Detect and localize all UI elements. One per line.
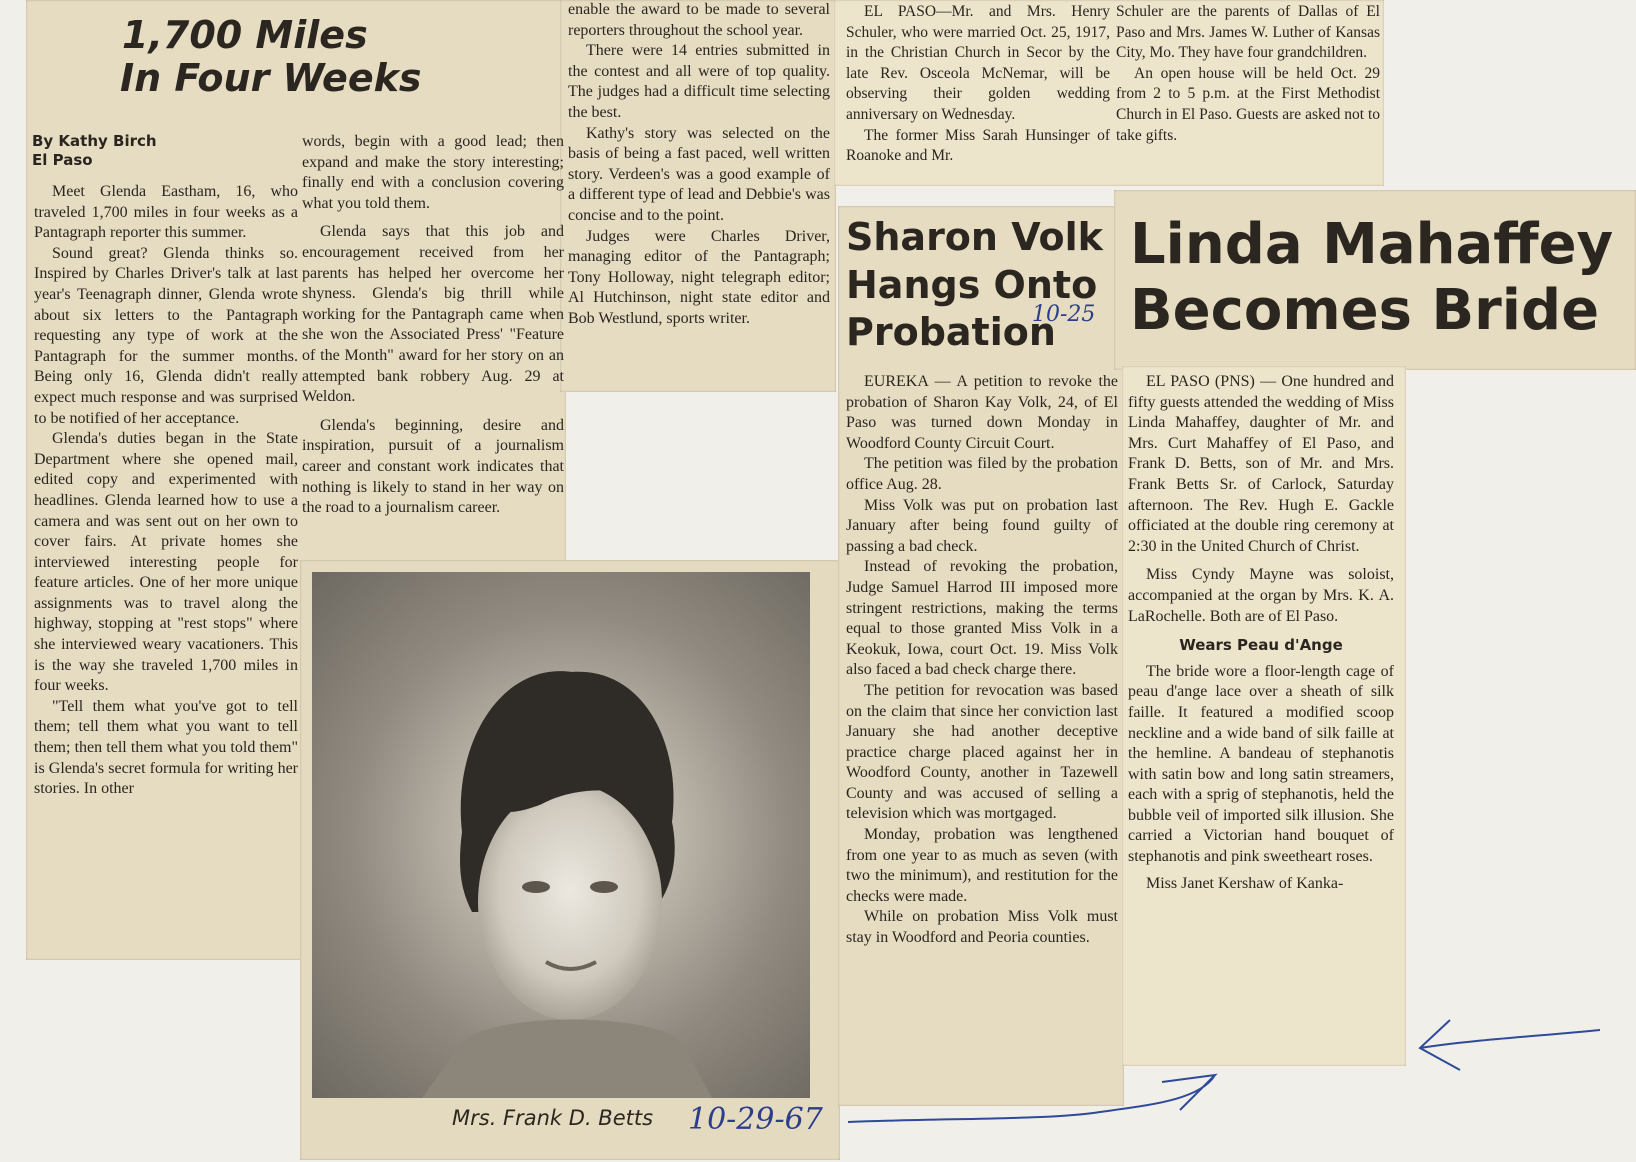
paragraph: Kathy's story was selected on the basis of being a fast paced, well written story. Verdeen's was a good example of a different type of lead and Debbie's was concise and to the point. (568, 124, 830, 224)
byline-name: By Kathy Birch (32, 132, 157, 150)
paragraph: Glenda says that this job and encouragement received from her parents has helped her overcome her shyness. Glenda's big thrill while working for the Pantagraph came when she won the Associated Press' "Feature of the Month" award for her story on an attempted bank robbery Aug. 29 at Weldon. (302, 223, 564, 406)
headline-line: Probation (846, 310, 1056, 354)
paragraph: Judges were Charles Driver, managing editor of the Pantagraph; Tony Holloway, night telegraph editor; Al Hutchinson, night state editor and Bob Westlund, sports writer. (568, 227, 830, 327)
paragraph: Meet Glenda Eastham, 16, who traveled 1,700 miles in four weeks as a Pantagraph reporter this summer. (34, 183, 298, 242)
byline-place: El Paso (32, 151, 93, 169)
paragraph: "Tell them what you've got to tell them; tell them what you want to tell them; then tell them what you told them" is Glenda's secret formula for writing her stories. In other (34, 697, 298, 798)
paragraph: Monday, probation was lengthened from one year to as much as seven (with two the minimum), and restitution for the checks were made. (846, 826, 1118, 905)
byline (32, 132, 157, 170)
article1-column-2 (302, 132, 564, 572)
photo-caption: Mrs. Frank D. Betts (452, 1106, 654, 1130)
volk-headline (846, 214, 1103, 357)
paragraph: Miss Janet Kershaw of Kanka- (1146, 874, 1344, 892)
anniversary-column-1 (846, 2, 1110, 182)
headline-line-1: 1,700 Miles (122, 13, 368, 57)
portrait-silhouette (312, 572, 810, 1098)
paragraph: Miss Cyndy Mayne was soloist, accompanied at the organ by Mrs. K. A. LaRochelle. Both are of El Paso. (1128, 566, 1394, 625)
paragraph: EUREKA — A petition to revoke the probation of Sharon Kay Volk, 24, of El Paso was turned down Monday in Woodford County Circuit Court. (846, 373, 1118, 452)
bride-portrait-photo (312, 572, 810, 1098)
anniversary-column-2 (1116, 2, 1380, 182)
paragraph: The petition for revocation was based on the claim that since her conviction last January she had another deceptive practice charge placed against her in Woodford County, another in Tazewell County and was accused of selling a television which was mortgaged. (846, 681, 1118, 823)
paragraph: Instead of revoking the probation, Judge Samuel Harrod III imposed more stringent restrictions, making the terms equal to those granted Miss Volk in a Keokuk, Iowa, court Oct. 19. Miss Volk also faced a bad check charge there. (846, 558, 1118, 679)
headline-line: Sharon Volk (846, 215, 1103, 259)
volk-handwritten-date: 10-25 (1032, 302, 1096, 327)
article1-column-1 (34, 182, 298, 932)
pen-arrow-right (1420, 1020, 1600, 1070)
paragraph: The petition was filed by the probation office Aug. 28. (846, 455, 1118, 493)
paragraph: While on probation Miss Volk must stay in Woodford and Peoria counties. (846, 908, 1118, 947)
headline-line-1: Linda Mahaffey (1130, 212, 1614, 277)
article1-column-3 (568, 0, 830, 380)
paragraph: enable the award to be made to several reporters throughout the school year. (568, 1, 830, 39)
volk-article-body (846, 372, 1118, 1102)
paragraph: EL PASO—Mr. and Mrs. Henry Schuler, who were married Oct. 25, 1917, in the Christian Church in Secor by the late Rev. Osceola McNemar, will be observing their golden wedding anniversary on Wednesday. (846, 3, 1110, 123)
wedding-article-body (1128, 372, 1394, 1062)
wedding-subhead: Wears Peau d'Ange (1179, 636, 1343, 655)
paragraph: Schuler are the parents of Dallas of El Paso and Mrs. James W. Luther of Kansas City, Mo. They have four grandchildren. (1116, 3, 1380, 62)
paragraph: Miss Volk was put on probation last January after being found guilty of passing a bad check. (846, 496, 1118, 555)
paragraph: The former Miss Sarah Hunsinger of Roanoke and Mr. (846, 126, 1110, 165)
paragraph: Sound great? Glenda thinks so. Inspired by Charles Driver's talk at last year's Teenagraph dinner, Glenda wrote about six letters to the Pantagraph requesting any type of work at the Pantagraph for the summer months. Being only 16, Glenda didn't really expect much response and was surprised to be notified of her acceptance. (34, 244, 298, 427)
paragraph: EL PASO (PNS) — One hundred and fifty guests attended the wedding of Miss Linda Mahaffey, daughter of Mr. and Mrs. Curt Mahaffey of El Paso, and Frank D. Betts, son of Mr. and Mrs. Frank Betts Sr. of Carlock, Saturday afternoon. The Rev. Hugh E. Gackle officiated at the double ring ceremony at 2:30 in the United Church of Christ. (1128, 373, 1394, 555)
paragraph: The bride wore a floor-length cage of peau d'ange lace over a sheath of silk faille. It featured a modified scoop neckline and a wide band of silk faille at the hemline. A bandeau of stephanotis with satin bow and long satin streamers, each with a sprig of stephanotis, held the bubble veil of imported silk illusion. She carried a Victorian hand bouquet of stephanotis and pink sweetheart roses. (1128, 662, 1394, 866)
paragraph: words, begin with a good lead; then expand and make the story interesting; finally end with a conclusion covering what you told them. (302, 133, 564, 212)
paragraph: There were 14 entries submitted in the contest and all were of top quality. The judges had a difficult time selecting the best. (568, 42, 830, 121)
photo-handwritten-date: 10-29-67 (688, 1102, 823, 1137)
headline-line-2: Becomes Bride (1130, 278, 1600, 344)
paragraph: Glenda's beginning, desire and inspiration, pursuit of a journalism career and constant work indicates that nothing is likely to stand in her way on the road to a journalism career. (302, 416, 564, 517)
headline-1700-miles (122, 14, 421, 99)
headline-line: Hangs Onto (846, 262, 1098, 307)
wedding-headline (1130, 212, 1613, 344)
paragraph: An open house will be held Oct. 29 from 2 to 5 p.m. at the First Methodist Church in El Paso. Guests are asked not to take gifts. (1116, 64, 1380, 144)
paragraph: Glenda's duties began in the State Department where she opened mail, edited copy and experimented with headlines. Glenda learned how to use a camera and was sent out on her own to cover fairs. At private homes she interviewed interesting people for feature articles. One of her more unique assignments was to travel along the highway, stopping at "rest stops" where she interviewed weary vacationers. This is the way she traveled 1,700 miles in four weeks. (34, 430, 298, 695)
headline-line-2: In Four Weeks (120, 55, 422, 100)
